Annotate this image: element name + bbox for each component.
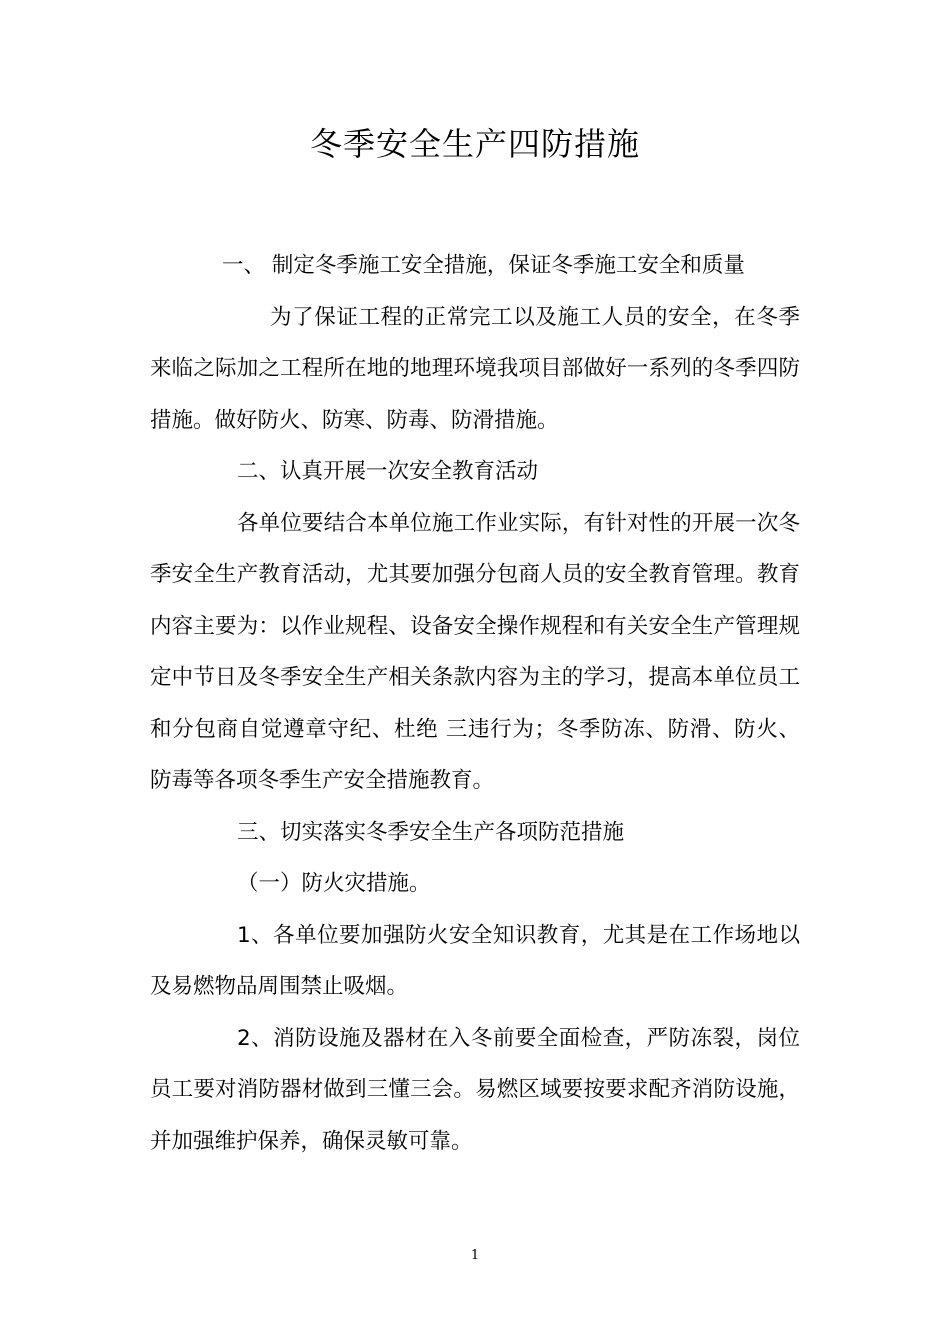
section-heading-2: 二、认真开展一次安全教育活动 <box>237 459 539 484</box>
list-item-2: 2、消防设施及器材在入冬前要全面检查，严防冻裂，岗位员工要对消防器材做到三懂三会。易燃区域要按要求配齐消防设施，并加强维护保养，确保灵敏可靠。 <box>150 1025 800 1154</box>
page-number: 1 <box>470 1248 480 1263</box>
list-item-1: 1、各单位要加强防火安全知识教育，尤其是在工作场地以及易燃物品周围禁止吸烟。 <box>150 922 800 999</box>
section-heading-3: 三、切实落实冬季安全生产各项防范措施 <box>237 819 625 845</box>
document-body <box>150 240 800 1167</box>
paragraph-2: 各单位要结合本单位施工作业实际，有针对性的开展一次冬季安全生产教育活动，尤其要加强分包商人员的安全教育管理。教育内容主要为：以作业规程、设备安全操作规程和有关安全生产管理规定中节日及冬季安全生产相关条款内容为主的学习，提高本单位员工和分包商自觉遵章守纪、杜绝 三违行为；冬季防冻、防滑、防火、防毒等各项冬季生产安全措施教育。 <box>150 510 800 793</box>
subsection-heading-1: （一）防火灾措施。 <box>237 871 431 896</box>
paragraph-1: 为了保证工程的正常完工以及施工人员的安全，在冬季来临之际加之工程所在地的地理环境我项目部做好一系列的冬季四防措施。做好防火、防寒、防毒、防滑措施。 <box>150 304 800 433</box>
document-title: 冬季安全生产四防措施 <box>309 125 640 163</box>
section-heading-1: 一、 制定冬季施工安全措施，保证冬季施工安全和质量 <box>222 253 745 278</box>
